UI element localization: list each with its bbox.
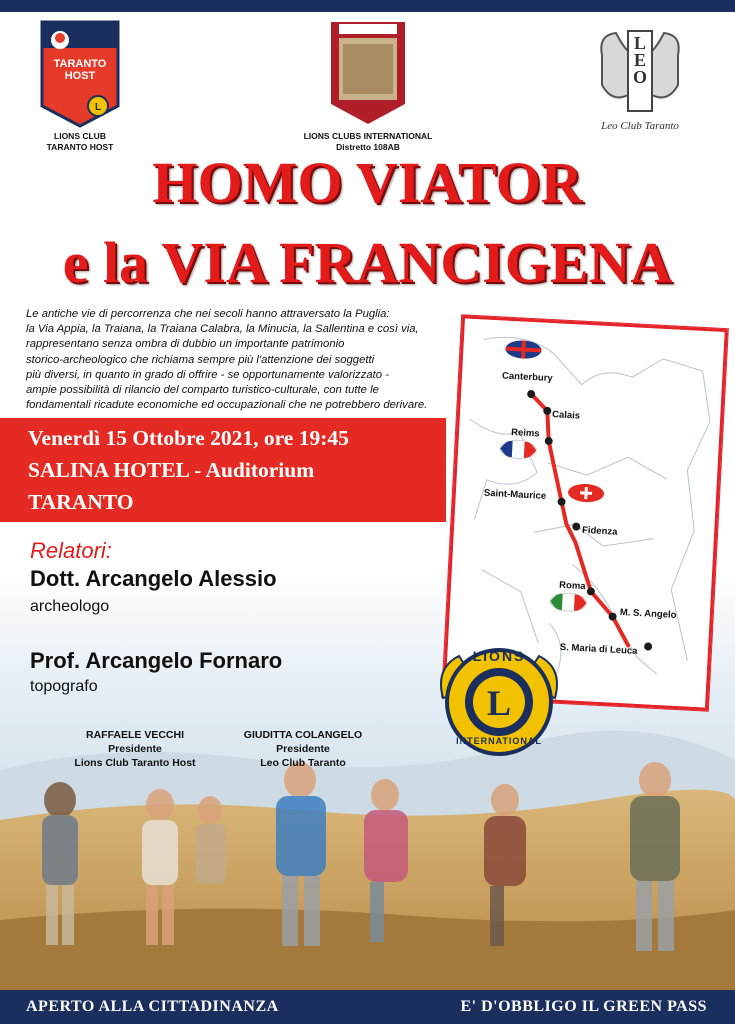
signatory-2	[218, 728, 388, 770]
map-label-reims: Reims	[510, 427, 540, 440]
signatory-org: Lions Club Taranto Host	[74, 757, 196, 769]
event-box	[0, 418, 446, 522]
leo-caption: Leo Club Taranto	[601, 120, 679, 132]
footer-left: APERTO ALLA CITTADINANZA	[26, 998, 279, 1015]
speaker-1-role: archeologo	[30, 598, 110, 615]
speaker-2-name: Prof. Arcangelo Fornaro	[30, 648, 283, 673]
intro-line: la Via Appia, la Traiana, la Traiana Calabra, la Minucia, la Sallentina e così via,	[26, 323, 419, 336]
emblem-bottom-text: INTERNATIONAL	[456, 736, 542, 746]
taranto-host-logo	[40, 20, 120, 130]
map-label-monte-sant-angelo: M. S. Angelo	[619, 606, 677, 621]
speaker-1-name: Dott. Arcangelo Alessio	[30, 566, 277, 591]
title-line2: e la VIA FRANCIGENA	[62, 230, 673, 295]
speakers-heading	[30, 538, 112, 564]
event-date: Venerdì 15 Ottobre 2021, ore 19:45	[28, 426, 349, 450]
map-label-calais: Calais	[551, 409, 581, 422]
intro-line: ampie possibilità di rilancio del comparto turistico-culturale, con tutte le	[26, 384, 379, 397]
event-venue: SALINA HOTEL - Auditorium	[28, 458, 315, 482]
caption-line: Distretto 108AB	[336, 142, 400, 152]
map-label-roma: Roma	[558, 579, 586, 593]
signatory-name: RAFFAELE VECCHI	[85, 729, 184, 741]
leo-logo	[592, 25, 688, 115]
signatory-name: GIUDITTA COLANGELO	[243, 729, 363, 741]
speakers-label: Relatori:	[30, 538, 112, 563]
footer-bar	[0, 990, 735, 1024]
map-label-fidenza: Fidenza	[581, 524, 618, 538]
caption-line: TARANTO HOST	[46, 142, 114, 152]
shield-line2: HOST	[64, 70, 96, 82]
map-label-canterbury: Canterbury	[501, 370, 553, 385]
emblem-top-text: LIONS	[472, 648, 526, 664]
emblem-center-letter: L	[486, 683, 511, 723]
intro-line: Le antiche vie di percorrenza che nei secoli hanno attraversato la Puglia:	[26, 308, 390, 320]
lions-international-emblem	[431, 638, 567, 766]
intro-line: rappresentano senza ombra di dubbio un importante patrimonio	[26, 338, 345, 351]
intro-line: più diversi, in quanto in grado di offrire - se opportunamente valorizzato -	[26, 368, 389, 381]
map-label-saint-maurice: Saint-Maurice	[483, 487, 547, 502]
leo-emblem-text: LEO	[630, 33, 650, 84]
signatory-1	[40, 728, 230, 770]
signatory-org: Leo Club Taranto	[260, 757, 346, 769]
caption-line: LIONS CLUB	[54, 131, 106, 141]
caption-line: LIONS CLUBS INTERNATIONAL	[303, 131, 433, 141]
footer-right: E' D'OBBLIGO IL GREEN PASS	[460, 998, 707, 1015]
speaker-2-role: topografo	[30, 678, 98, 695]
signatory-title: Presidente	[276, 743, 330, 755]
shield-line1: TARANTO	[53, 58, 107, 70]
top-bar	[0, 0, 735, 12]
intro-paragraph	[26, 307, 466, 413]
district-logo	[329, 20, 407, 128]
map-label-leuca: S. Maria di Leuca	[559, 641, 638, 657]
intro-line: storico-archeologico che richiama sempre più l'attenzione dei soggetti	[26, 353, 375, 366]
event-city: TARANTO	[28, 490, 134, 514]
svg-text:L: L	[94, 102, 102, 113]
signatory-title: Presidente	[108, 743, 162, 755]
intro-line: fondamentali ricadute economiche ed occupazionali che ne potrebbero derivare.	[26, 399, 428, 412]
title-line1: HOMO VIATOR	[152, 150, 583, 215]
banner-icon	[329, 20, 407, 126]
